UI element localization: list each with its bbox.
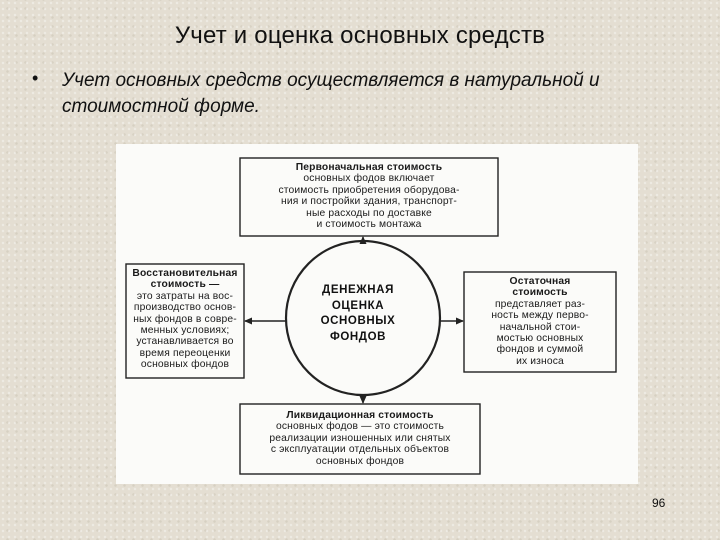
top-box-line: стоимость приобретения оборудова- <box>278 184 460 196</box>
valuation-diagram <box>116 144 638 484</box>
left-box-line: ных фондов в совре- <box>133 313 237 325</box>
left-box-line: производство основ- <box>133 302 237 314</box>
bullet-dot-icon: • <box>32 68 39 88</box>
left-box-heading: стоимость — <box>150 279 220 291</box>
center-label-line: ФОНДОВ <box>329 330 387 343</box>
bottom-box-line: с эксплуатации отдельных объектов <box>270 444 450 456</box>
center-label-line: ОСНОВНЫХ <box>320 315 396 327</box>
left-box <box>127 268 243 371</box>
bottom-box-line: основных фодов — это стоимость <box>275 421 445 433</box>
left-box-line: это затраты на вос- <box>136 290 234 302</box>
right-box-heading: Остаточная <box>509 276 571 287</box>
bottom-box <box>242 410 478 467</box>
right-box-heading: стоимость <box>512 287 568 299</box>
center-label-line: ДЕНЕЖНАЯ <box>322 284 394 296</box>
top-box-line: ния и постройки здания, транспорт- <box>281 196 457 208</box>
right-box-line: представляет раз- <box>494 298 586 310</box>
center-label <box>298 283 418 345</box>
top-box-line: и стоимость монтажа <box>316 219 422 231</box>
left-box-line: время переоценки <box>139 347 231 359</box>
top-box <box>242 162 496 230</box>
center-label-line: ОЦЕНКА <box>331 299 385 312</box>
right-box-line: мостью основных <box>496 333 584 345</box>
bottom-box-line: основных фондов <box>315 455 405 467</box>
bullet-text: Учет основных средств осуществляется в натуральной и стоимостной форме. <box>62 70 600 117</box>
right-box <box>466 276 614 367</box>
top-box-line: ные расходы по доставке <box>306 207 432 219</box>
bottom-box-heading: Ликвидационная стоимость <box>286 410 434 421</box>
right-box-line: начальной стои- <box>499 321 581 333</box>
page-number: 96 <box>652 496 666 510</box>
left-box-line: устанавливается во <box>136 336 234 348</box>
right-box-line: их износа <box>516 355 564 367</box>
left-box-heading: Восстановительная <box>132 268 238 279</box>
right-box-line: фондов и суммой <box>496 344 584 356</box>
left-box-line: менных условиях; <box>140 325 230 337</box>
top-box-heading: Первоначальная стоимость <box>295 162 443 173</box>
top-box-line: основных фодов включает <box>303 173 435 185</box>
slide-title: Учет и оценка основных средств <box>174 22 546 49</box>
bottom-box-line: реализации изношенных или снятых <box>269 432 451 444</box>
right-box-line: ность между перво- <box>491 310 589 322</box>
left-box-line: основных фондов <box>140 359 230 371</box>
